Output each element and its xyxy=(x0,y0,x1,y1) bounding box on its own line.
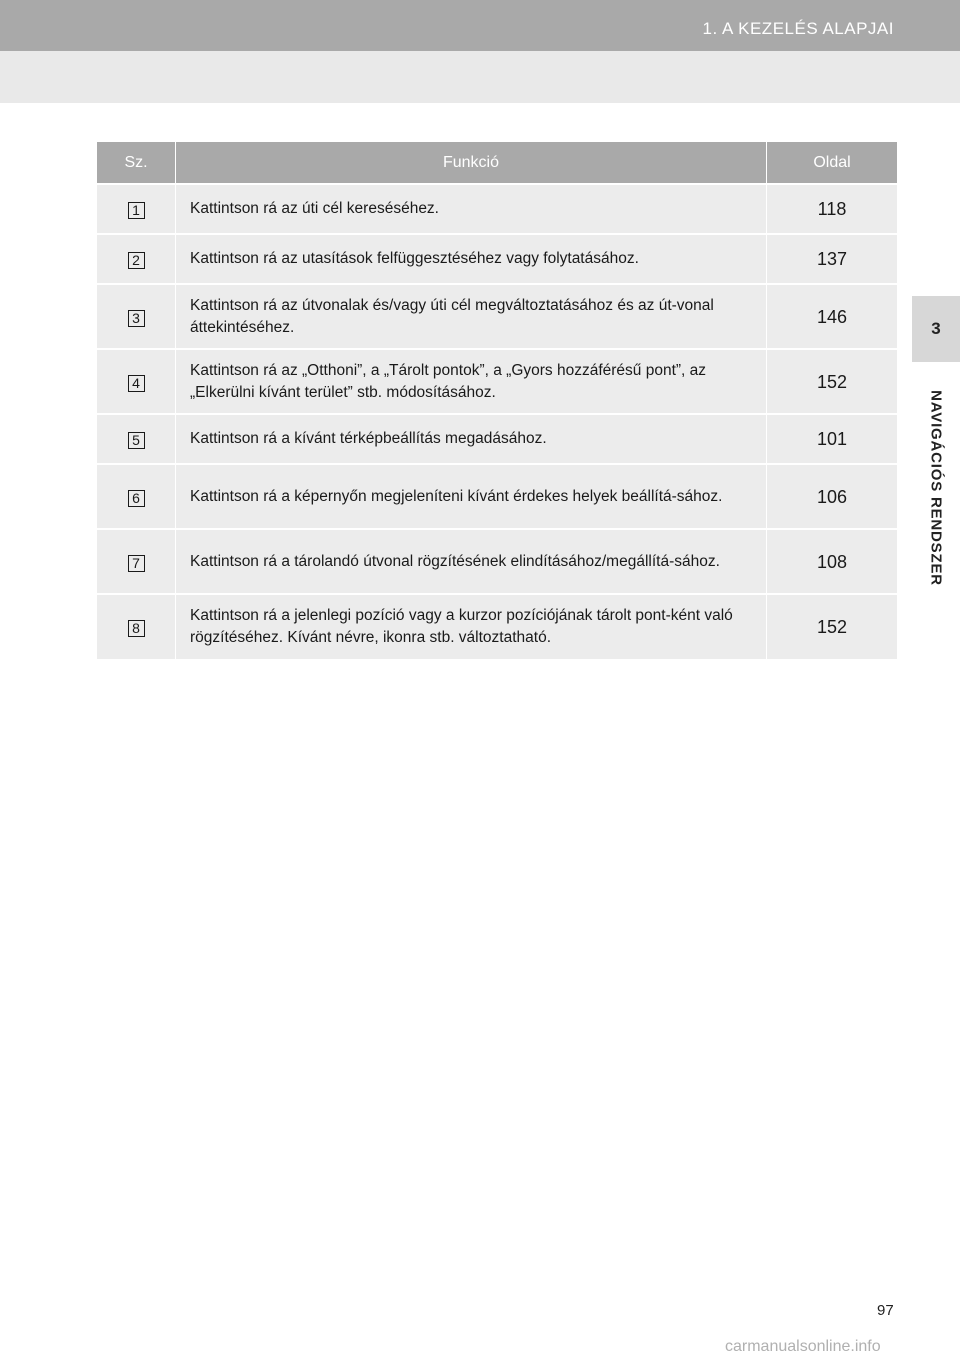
chapter-tab-number: 3 xyxy=(931,319,941,338)
table-row xyxy=(97,464,897,529)
number-box: 1 xyxy=(128,202,145,219)
number-box: 3 xyxy=(128,310,145,327)
row-page-number: 146 xyxy=(767,284,898,349)
row-function-text: Kattintson rá a képernyőn megjeleníteni kívánt érdekes helyek beállítá-sához. xyxy=(176,464,767,529)
table-row xyxy=(97,284,897,349)
header-function: Funkció xyxy=(176,142,767,184)
table-row xyxy=(97,349,897,414)
header-bar xyxy=(0,0,960,51)
row-number-cell xyxy=(97,464,176,529)
header-number: Sz. xyxy=(97,142,176,184)
row-function-text: Kattintson rá a tárolandó útvonal rögzítésének elindításához/megállítá-sához. xyxy=(176,529,767,594)
number-box: 6 xyxy=(128,490,145,507)
row-number-cell xyxy=(97,529,176,594)
number-box: 2 xyxy=(128,252,145,269)
table-row xyxy=(97,529,897,594)
table-row xyxy=(97,184,897,234)
table-header-row xyxy=(97,142,897,184)
number-box: 7 xyxy=(128,555,145,572)
row-page-number: 101 xyxy=(767,414,898,464)
row-page-number: 106 xyxy=(767,464,898,529)
row-function-text: Kattintson rá az útvonalak és/vagy úti cél megváltoztatásához és az út-vonal áttekintéséhez. xyxy=(176,284,767,349)
row-page-number: 118 xyxy=(767,184,898,234)
number-box: 8 xyxy=(128,620,145,637)
table-row xyxy=(97,234,897,284)
number-box: 4 xyxy=(128,375,145,392)
chapter-side-label: NAVIGÁCIÓS RENDSZER xyxy=(927,390,945,586)
row-function-text: Kattintson rá a jelenlegi pozíció vagy a kurzor pozíciójának tárolt pont-ként való rögzítéséhez. Kívánt névre, ikonra stb. változtatható. xyxy=(176,594,767,659)
row-function-text: Kattintson rá az utasítások felfüggesztéséhez vagy folytatásához. xyxy=(176,234,767,284)
row-number-cell xyxy=(97,184,176,234)
row-page-number: 152 xyxy=(767,349,898,414)
function-table xyxy=(97,142,897,659)
page-number: 97 xyxy=(877,1302,894,1319)
row-page-number: 152 xyxy=(767,594,898,659)
row-number-cell xyxy=(97,234,176,284)
row-function-text: Kattintson rá az „Otthoni”, a „Tárolt pontok”, a „Gyors hozzáférésű pont”, az „Elkerülni kívánt terület” stb. módosításához. xyxy=(176,349,767,414)
row-number-cell xyxy=(97,284,176,349)
row-page-number: 137 xyxy=(767,234,898,284)
chapter-title: 1. A KEZELÉS ALAPJAI xyxy=(702,19,894,38)
table-row xyxy=(97,414,897,464)
chapter-tab xyxy=(912,296,960,362)
row-number-cell xyxy=(97,349,176,414)
number-box: 5 xyxy=(128,432,145,449)
row-function-text: Kattintson rá az úti cél kereséséhez. xyxy=(176,184,767,234)
row-page-number: 108 xyxy=(767,529,898,594)
header-page: Oldal xyxy=(767,142,898,184)
row-function-text: Kattintson rá a kívánt térképbeállítás megadásához. xyxy=(176,414,767,464)
watermark-text: carmanualsonline.info xyxy=(725,1338,881,1355)
table-row xyxy=(97,594,897,659)
row-number-cell xyxy=(97,594,176,659)
row-number-cell xyxy=(97,414,176,464)
